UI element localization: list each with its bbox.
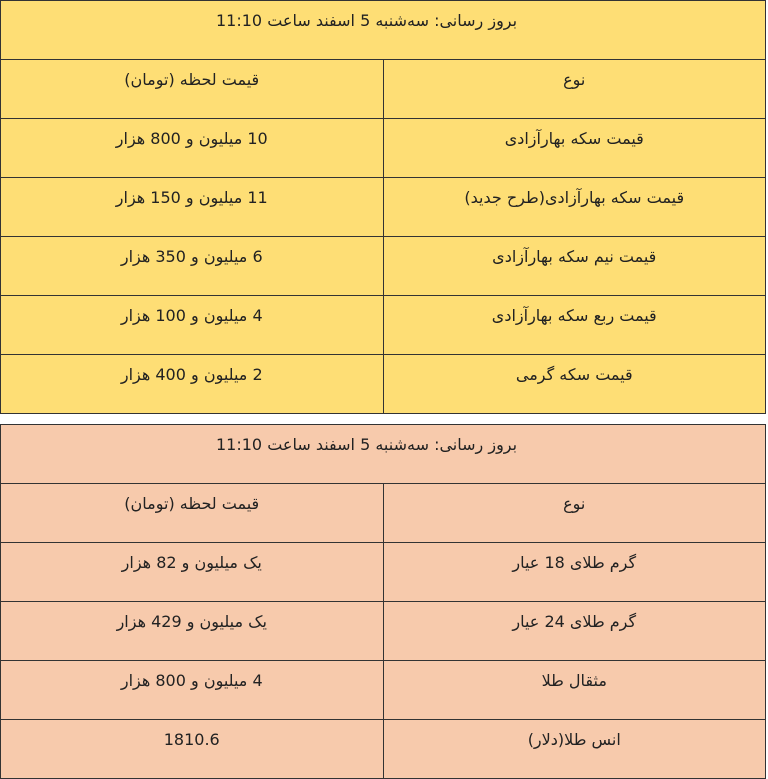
column-header-type: نوع [383, 60, 766, 119]
row-type-cell: قیمت ربع سکه بهارآزادی [383, 296, 766, 355]
table-row [1, 355, 766, 414]
table-row [1, 119, 766, 178]
row-type-cell: قیمت سکه بهارآزادی [383, 119, 766, 178]
row-type-cell: انس طلا(دلار) [383, 720, 766, 779]
row-price-cell: 10 میلیون و 800 هزار [1, 119, 384, 178]
row-price-cell: یک میلیون و 429 هزار [1, 602, 384, 661]
gold-price-table [0, 424, 766, 779]
column-header-price: قیمت لحظه (تومان) [1, 484, 384, 543]
row-type-cell: مثقال طلا [383, 661, 766, 720]
update-time-header [1, 1, 766, 60]
table-row [1, 178, 766, 237]
row-type-cell: قیمت نیم سکه بهارآزادی [383, 237, 766, 296]
row-type-cell: گرم طلای 18 عیار [383, 543, 766, 602]
table-row [1, 543, 766, 602]
table-row [1, 296, 766, 355]
table-row [1, 237, 766, 296]
row-price-cell: 1810.6 [1, 720, 384, 779]
table-row [1, 602, 766, 661]
table-row [1, 661, 766, 720]
row-price-cell: 2 میلیون و 400 هزار [1, 355, 384, 414]
table-row [1, 720, 766, 779]
row-price-cell: 4 میلیون و 800 هزار [1, 661, 384, 720]
row-price-cell: 11 میلیون و 150 هزار [1, 178, 384, 237]
row-price-cell: 6 میلیون و 350 هزار [1, 237, 384, 296]
row-price-cell: 4 میلیون و 100 هزار [1, 296, 384, 355]
update-time-text: بروز رسانی: سه‌شنبه 5 اسفند ساعت 11:10 [216, 11, 518, 30]
row-type-cell: قیمت سکه گرمی [383, 355, 766, 414]
update-time-header [1, 425, 766, 484]
column-header-type: نوع [383, 484, 766, 543]
row-type-cell: گرم طلای 24 عیار [383, 602, 766, 661]
update-time-text: بروز رسانی: سه‌شنبه 5 اسفند ساعت 11:10 [216, 435, 518, 454]
row-type-cell: قیمت سکه بهارآزادی(طرح جدید) [383, 178, 766, 237]
column-header-price: قیمت لحظه (تومان) [1, 60, 384, 119]
row-price-cell: یک میلیون و 82 هزار [1, 543, 384, 602]
